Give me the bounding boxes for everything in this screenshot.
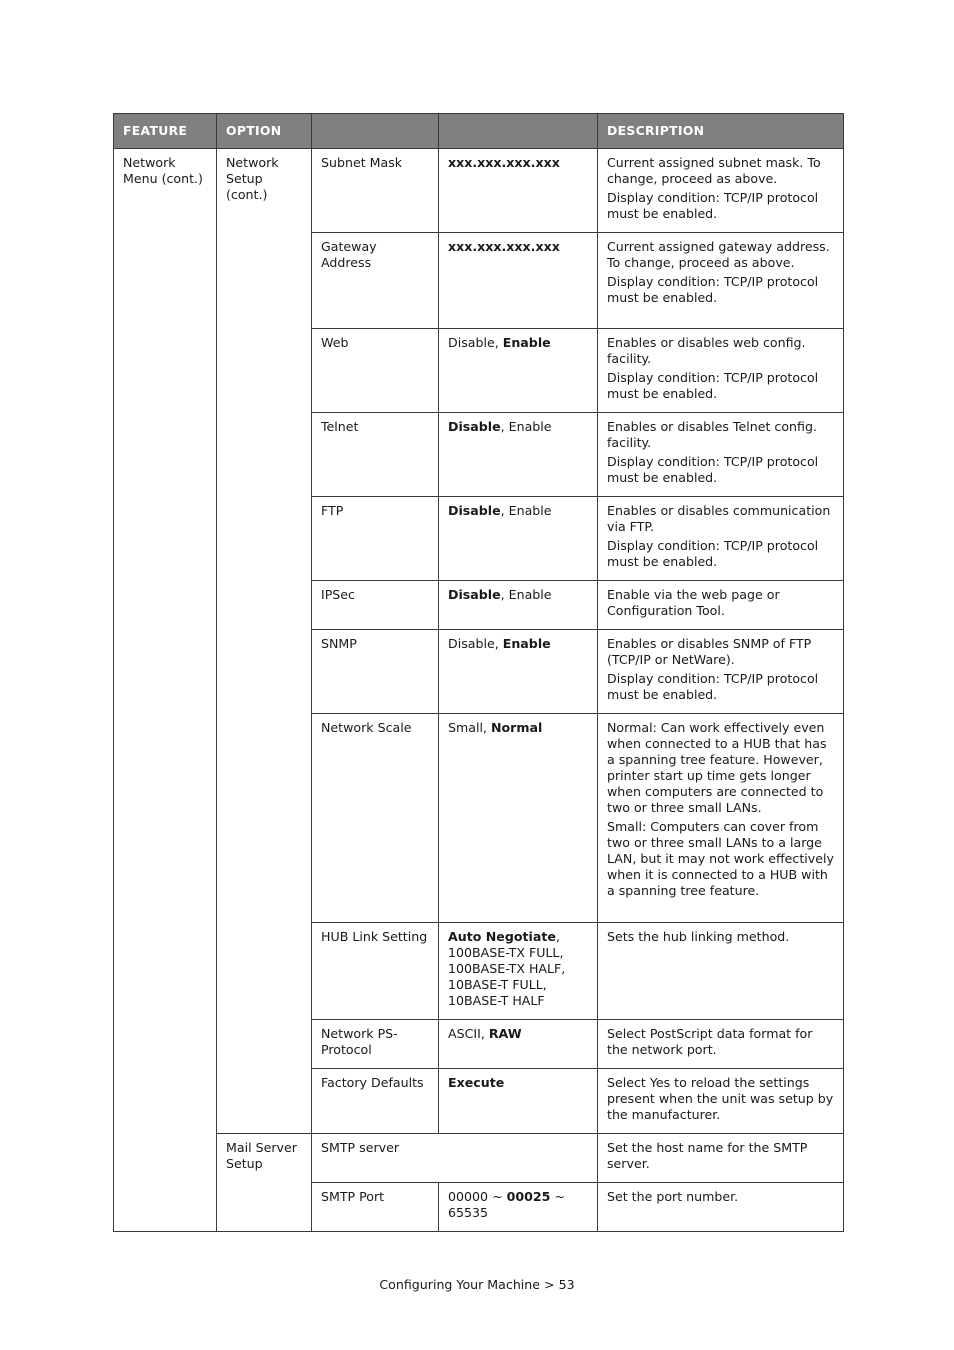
value-default: xxx.xxx.xxx.xxx bbox=[448, 239, 560, 254]
description-cell bbox=[598, 233, 844, 329]
description-cell bbox=[598, 581, 844, 630]
value-option: , Enable bbox=[500, 587, 552, 602]
setting-cell: Network PS-Protocol bbox=[312, 1020, 439, 1069]
option-cell: Network Setup (cont.) bbox=[217, 149, 312, 1134]
value-option: , 100BASE-TX FULL, 100BASE-TX HALF, 10BASE-T FULL, 10BASE-T HALF bbox=[448, 929, 566, 1008]
value-default: Execute bbox=[448, 1075, 505, 1090]
value-cell bbox=[439, 923, 598, 1020]
setting-cell: Telnet bbox=[312, 413, 439, 497]
description-text: Current assigned gateway address. To change, proceed as above. bbox=[607, 239, 830, 270]
value-default: Disable bbox=[448, 587, 501, 602]
description-cell bbox=[598, 1134, 844, 1183]
description-text: Enable via the web page or Configuration Tool. bbox=[607, 587, 780, 618]
value-cell bbox=[439, 233, 598, 329]
value-option: ASCII, bbox=[448, 1026, 489, 1041]
setting-cell: FTP bbox=[312, 497, 439, 581]
table-body bbox=[114, 149, 844, 1232]
table-row bbox=[114, 1134, 844, 1183]
description-text: Enables or disables Telnet config. facility. bbox=[607, 419, 817, 450]
description-cell bbox=[598, 923, 844, 1020]
setting-cell: SMTP server bbox=[312, 1134, 598, 1183]
description-text: Enables or disables web config. facility. bbox=[607, 335, 806, 366]
value-option: ~ 65535 bbox=[448, 1189, 566, 1220]
description-text: Display condition: TCP/IP protocol must be enabled. bbox=[607, 274, 819, 305]
value-cell bbox=[439, 329, 598, 413]
value-default: Normal bbox=[490, 720, 543, 735]
setting-cell: SNMP bbox=[312, 630, 439, 714]
setting-cell: HUB Link Setting bbox=[312, 923, 439, 1020]
value-option: Small, bbox=[448, 720, 491, 735]
header-description: DESCRIPTION bbox=[598, 114, 844, 149]
setting-cell: SMTP Port bbox=[312, 1183, 439, 1232]
header-option: OPTION bbox=[217, 114, 312, 149]
description-cell bbox=[598, 1183, 844, 1232]
value-option: 00000 ~ bbox=[448, 1189, 507, 1204]
description-text: Sets the hub linking method. bbox=[607, 929, 790, 944]
header-value bbox=[439, 114, 598, 149]
description-text: Select PostScript data format for the network port. bbox=[607, 1026, 813, 1057]
description-text: Enables or disables SNMP of FTP (TCP/IP or NetWare). bbox=[607, 636, 812, 667]
description-text: Small: Computers can cover from two or three small LANs to a large LAN, but it may not work effectively when it is connected to a HUB with a spanning tree feature. bbox=[607, 819, 834, 898]
setting-cell: Factory Defaults bbox=[312, 1069, 439, 1134]
settings-table bbox=[113, 113, 844, 1232]
value-cell bbox=[439, 714, 598, 923]
value-default: RAW bbox=[488, 1026, 522, 1041]
value-default: Enable bbox=[502, 636, 551, 651]
value-default: Disable bbox=[448, 419, 501, 434]
value-cell bbox=[439, 630, 598, 714]
description-text: Select Yes to reload the settings present when the unit was setup by the manufacturer. bbox=[607, 1075, 834, 1122]
description-cell bbox=[598, 149, 844, 233]
setting-cell: Gateway Address bbox=[312, 233, 439, 329]
setting-cell: Network Scale bbox=[312, 714, 439, 923]
description-cell bbox=[598, 1020, 844, 1069]
description-cell bbox=[598, 497, 844, 581]
description-text: Set the port number. bbox=[607, 1189, 739, 1204]
setting-cell: Web bbox=[312, 329, 439, 413]
value-default: 00025 bbox=[506, 1189, 551, 1204]
header-setting bbox=[312, 114, 439, 149]
description-cell bbox=[598, 329, 844, 413]
value-cell bbox=[439, 149, 598, 233]
table-row bbox=[114, 149, 844, 233]
feature-cell: Network Menu (cont.) bbox=[114, 149, 217, 1232]
description-text: Normal: Can work effectively even when connected to a HUB that has a spanning tree feature. However, printer start up time gets longer when computers are connected to two or three small LANs. bbox=[607, 720, 827, 815]
value-cell bbox=[439, 497, 598, 581]
value-default: xxx.xxx.xxx.xxx bbox=[448, 155, 560, 170]
description-text: Display condition: TCP/IP protocol must be enabled. bbox=[607, 538, 819, 569]
header-feature: FEATURE bbox=[114, 114, 217, 149]
description-text: Current assigned subnet mask. To change, proceed as above. bbox=[607, 155, 821, 186]
value-option: , Enable bbox=[500, 503, 552, 518]
value-cell bbox=[439, 1069, 598, 1134]
description-cell bbox=[598, 714, 844, 923]
description-cell bbox=[598, 630, 844, 714]
value-default: Enable bbox=[502, 335, 551, 350]
description-cell bbox=[598, 1069, 844, 1134]
description-text: Display condition: TCP/IP protocol must be enabled. bbox=[607, 190, 819, 221]
header-row bbox=[114, 114, 844, 149]
description-text: Display condition: TCP/IP protocol must be enabled. bbox=[607, 370, 819, 401]
description-text: Set the host name for the SMTP server. bbox=[607, 1140, 808, 1171]
value-option: Disable, bbox=[448, 335, 503, 350]
value-cell bbox=[439, 1020, 598, 1069]
value-default: Auto Negotiate bbox=[448, 929, 556, 944]
value-cell bbox=[439, 1183, 598, 1232]
value-cell bbox=[439, 413, 598, 497]
option-cell: Mail Server Setup bbox=[217, 1134, 312, 1232]
value-cell bbox=[439, 581, 598, 630]
description-text: Display condition: TCP/IP protocol must be enabled. bbox=[607, 454, 819, 485]
description-cell bbox=[598, 413, 844, 497]
setting-cell: IPSec bbox=[312, 581, 439, 630]
setting-cell: Subnet Mask bbox=[312, 149, 439, 233]
page-footer: Configuring Your Machine > 53 bbox=[379, 1277, 575, 1292]
value-default: Disable bbox=[448, 503, 501, 518]
value-option: Disable, bbox=[448, 636, 503, 651]
description-text: Enables or disables communication via FTP. bbox=[607, 503, 831, 534]
value-option: , Enable bbox=[500, 419, 552, 434]
description-text: Display condition: TCP/IP protocol must be enabled. bbox=[607, 671, 819, 702]
